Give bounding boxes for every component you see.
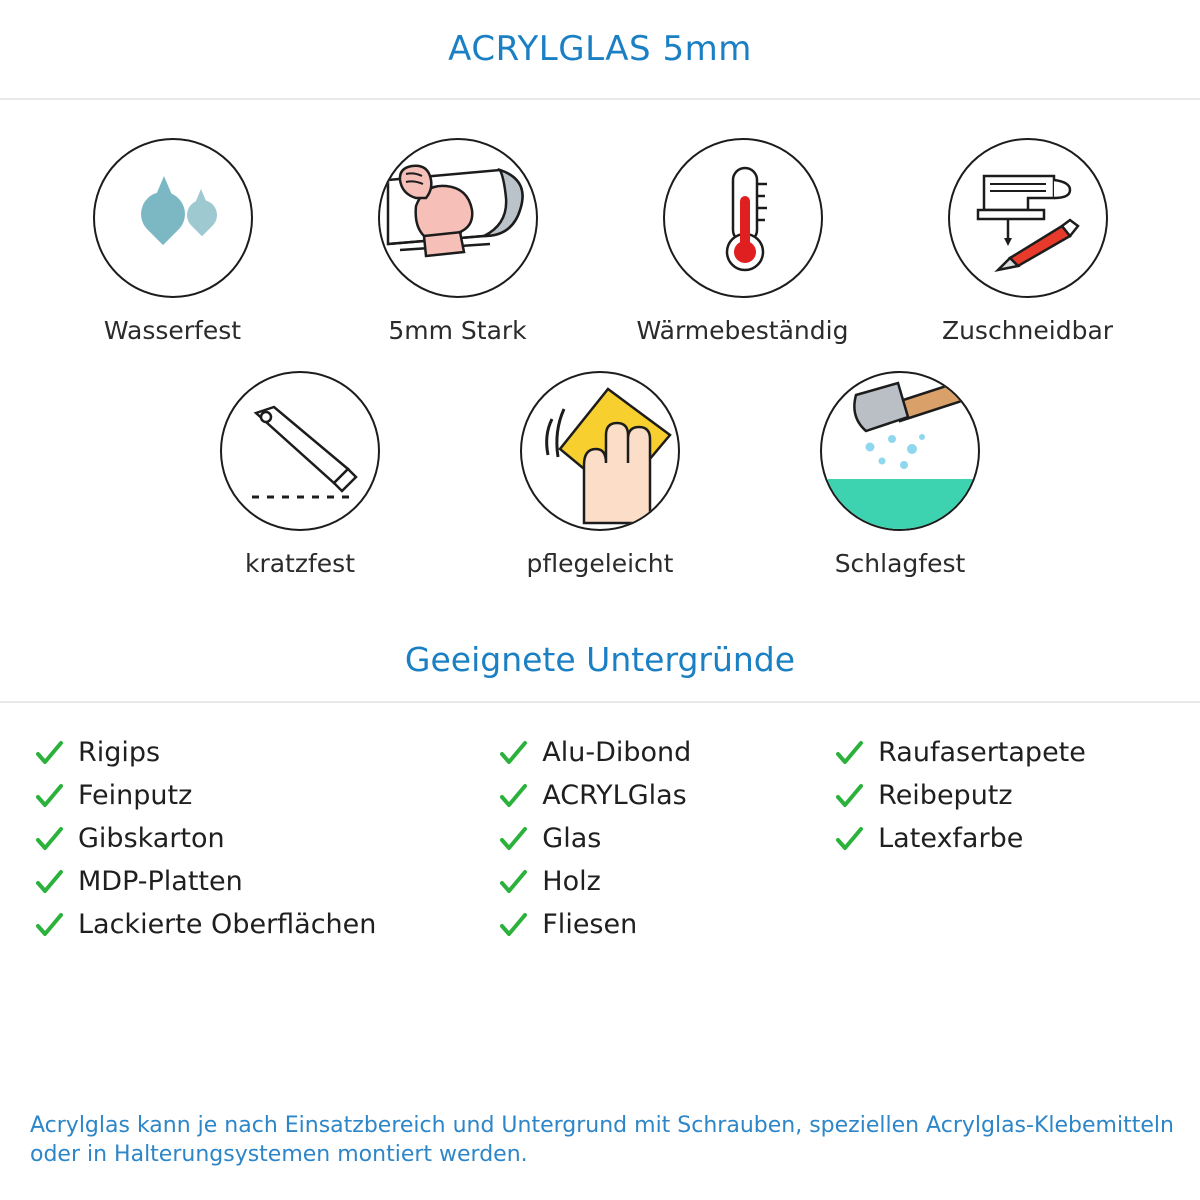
jigsaw-cutter-icon (948, 138, 1108, 298)
check-icon (498, 824, 528, 854)
check-icon (34, 910, 64, 940)
substrates-column-1 (34, 731, 498, 946)
cleaning-hand-cloth-icon (520, 371, 680, 531)
check-icon (498, 910, 528, 940)
list-item-label: Rigips (78, 737, 161, 768)
list-item-label: Glas (542, 823, 602, 854)
check-icon (834, 781, 864, 811)
features-row-2 (30, 371, 1170, 578)
list-item-label: Gibskarton (78, 823, 225, 854)
features-section (0, 100, 1200, 578)
check-icon (34, 824, 64, 854)
check-icon (498, 867, 528, 897)
list-item-label: Reibeputz (878, 780, 1013, 811)
hammer-impact-icon (820, 371, 980, 531)
list-item (34, 774, 498, 817)
list-item (498, 860, 834, 903)
substrates-list (0, 703, 1200, 946)
feature-waermebestaendig (600, 138, 885, 345)
list-item-label: MDP-Platten (78, 866, 243, 897)
list-item (834, 817, 1170, 860)
list-item (834, 774, 1170, 817)
feature-zuschneidbar (885, 138, 1170, 345)
list-item (498, 774, 834, 817)
feature-label: 5mm Stark (388, 316, 527, 345)
flexing-arm-icon (378, 138, 538, 298)
features-row-1 (30, 138, 1170, 345)
water-drops-icon (93, 138, 253, 298)
substrates-section-header (0, 640, 1200, 703)
feature-label: pflegeleicht (526, 549, 674, 578)
thermometer-icon (663, 138, 823, 298)
mounting-note: Acrylglas kann je nach Einsatzbereich und Untergrund mit Schrauben, speziellen Acrylglas-Klebemitteln oder in Halterungsystemen montiert werden. (30, 1112, 1174, 1168)
check-icon (34, 738, 64, 768)
page-title: ACRYLGLAS 5mm (448, 29, 752, 69)
check-icon (34, 781, 64, 811)
list-item-label: ACRYLGlas (542, 780, 687, 811)
check-icon (834, 738, 864, 768)
substrates-column-3 (834, 731, 1170, 946)
feature-5mm-stark (315, 138, 600, 345)
knife-scratch-icon (220, 371, 380, 531)
check-icon (498, 738, 528, 768)
feature-kratzfest (150, 371, 450, 578)
feature-pflegeleicht (450, 371, 750, 578)
check-icon (498, 781, 528, 811)
list-item (498, 903, 834, 946)
list-item-label: Alu-Dibond (542, 737, 692, 768)
feature-label: Wasserfest (103, 316, 242, 345)
list-item-label: Feinputz (78, 780, 193, 811)
check-icon (34, 867, 64, 897)
list-item (498, 731, 834, 774)
list-item (34, 817, 498, 860)
feature-wasserfest (30, 138, 315, 345)
list-item-label: Raufasertapete (878, 737, 1086, 768)
drop-large (131, 183, 193, 245)
feature-label: kratzfest (244, 549, 355, 578)
page-header (0, 0, 1200, 100)
list-item (34, 860, 498, 903)
list-item-label: Latexfarbe (878, 823, 1024, 854)
list-item (498, 817, 834, 860)
list-item (34, 731, 498, 774)
section-title: Geeignete Untergründe (404, 640, 796, 679)
feature-schlagfest (750, 371, 1050, 578)
drop-small (180, 194, 222, 236)
substrates-column-2 (498, 731, 834, 946)
list-item (834, 731, 1170, 774)
feature-label: Schlagfest (834, 549, 966, 578)
list-item-label: Holz (542, 866, 601, 897)
list-item-label: Lackierte Oberflächen (78, 909, 377, 940)
list-item (34, 903, 498, 946)
list-item-label: Fliesen (542, 909, 638, 940)
feature-label: Zuschneidbar (941, 316, 1114, 345)
feature-label: Wärmebeständig (636, 316, 849, 345)
check-icon (834, 824, 864, 854)
